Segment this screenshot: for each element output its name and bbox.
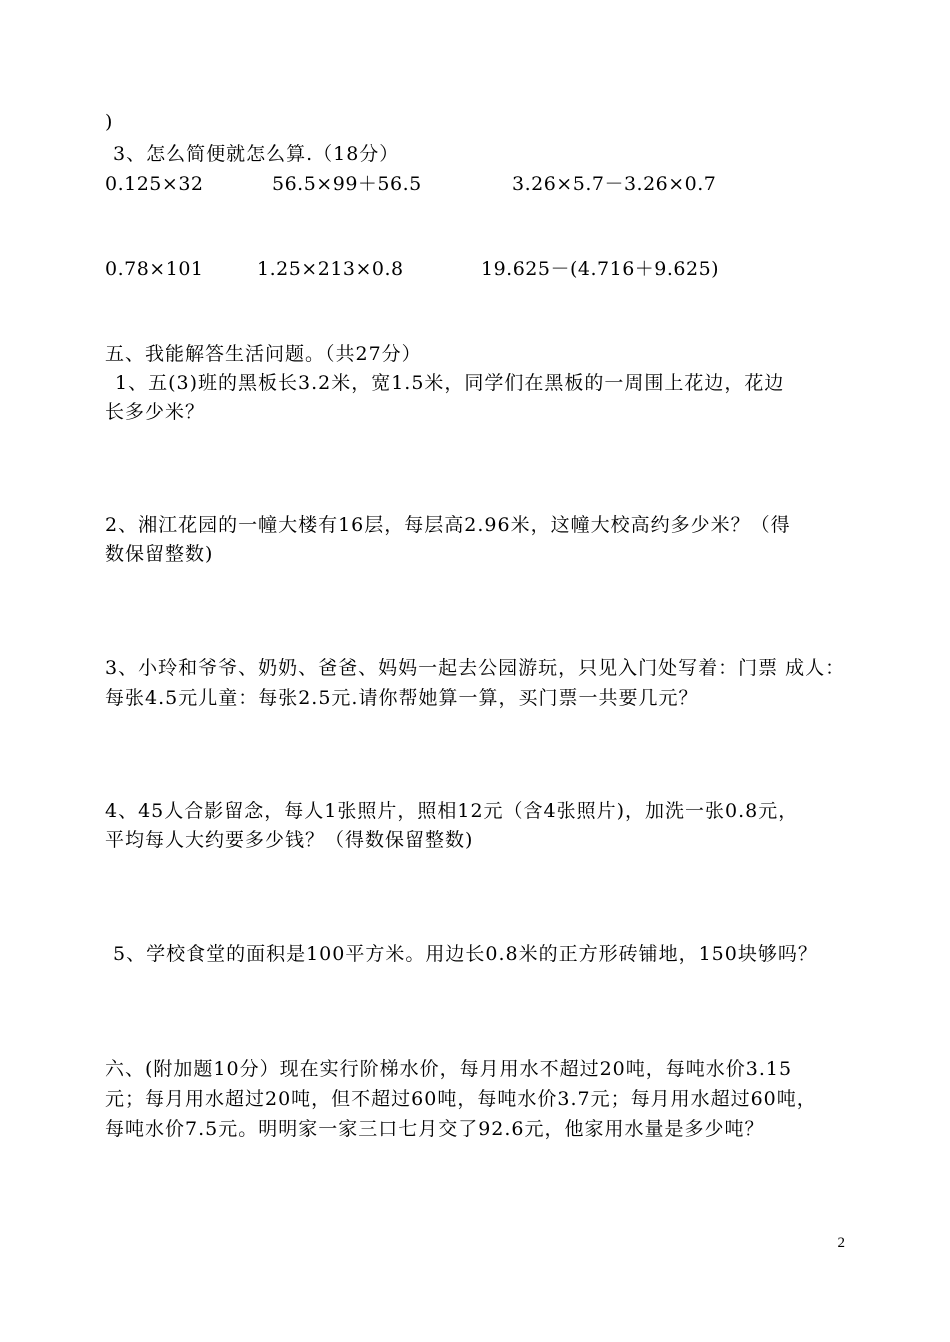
question-3-line-2: 每张4.5元儿童：每张2.5元.请你帮她算一算，买门票一共要几元？	[105, 687, 699, 709]
calc-item: 1.25×213×0.8	[257, 258, 404, 280]
section3-heading: 3、怎么简便就怎么算.（18分）	[113, 143, 400, 165]
page-number: 2	[837, 1235, 845, 1251]
calc-item: 0.125×32	[105, 173, 204, 195]
section6-line-2: 元；每月用水超过20吨，但不超过60吨，每吨水价3.7元；每月用水超过60吨，	[105, 1088, 817, 1110]
question-1-line-1: 1、五(3)班的黑板长3.2米，宽1.5米，同学们在黑板的一周围上花边，花边	[115, 372, 785, 394]
question-4-line-2: 平均每人大约要多少钱？（得数保留整数)	[105, 829, 474, 851]
question-4-line-1: 4、45人合影留念，每人1张照片，照相12元（含4张照片)，加洗一张0.8元，	[105, 800, 799, 822]
question-2-line-2: 数保留整数)	[105, 543, 214, 565]
calc-item: 3.26×5.7－3.26×0.7	[512, 173, 717, 195]
top-fragment: )	[105, 111, 114, 133]
calc-item: 19.625－(4.716＋9.625)	[481, 258, 720, 280]
section5-heading: 五、我能解答生活问题。（共27分）	[105, 343, 422, 365]
section6-line-3: 每吨水价7.5元。明明家一家三口七月交了92.6元，他家用水量是多少吨？	[105, 1118, 765, 1140]
section6-line-1: 六、(附加题10分）现在实行阶梯水价，每月用水不超过20吨，每吨水价3.15	[105, 1058, 793, 1080]
calc-row-2	[105, 255, 865, 283]
calc-item: 0.78×101	[105, 258, 204, 280]
question-1-line-2: 长多少米？	[105, 401, 206, 423]
calc-item: 56.5×99＋56.5	[272, 173, 422, 195]
question-3-line-1: 3、小玲和爷爷、奶奶、爸爸、妈妈一起去公园游玩，只见入门处写着：门票 成人：	[105, 657, 846, 679]
question-5-line-1: 5、学校食堂的面积是100平方米。用边长0.8米的正方形砖铺地，150块够吗？	[113, 943, 818, 965]
calc-row-1	[105, 170, 865, 198]
question-2-line-1: 2、湘江花园的一幢大楼有16层，每层高2.96米，这幢大校高约多少米？（得	[105, 514, 791, 536]
